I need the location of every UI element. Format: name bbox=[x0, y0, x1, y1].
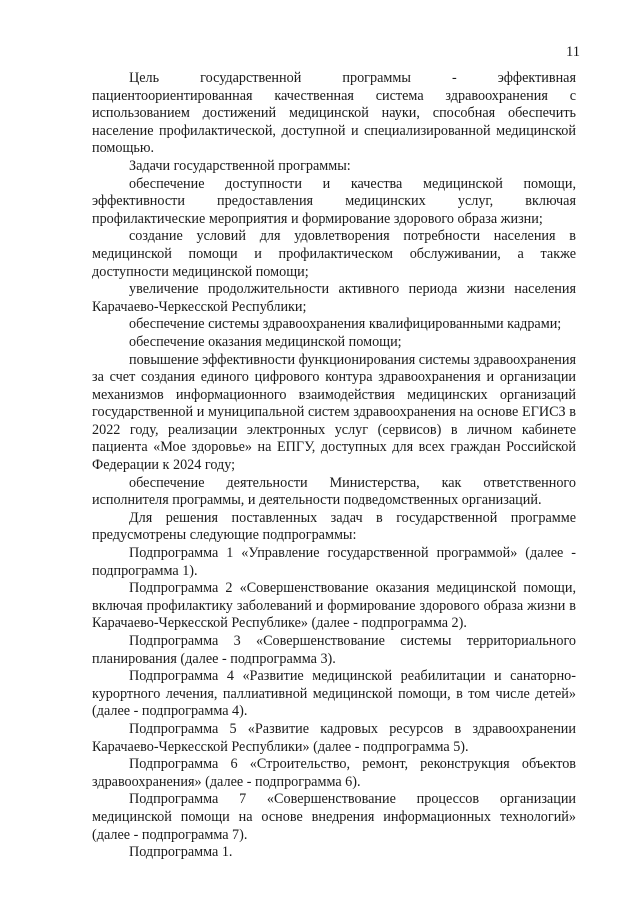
paragraph-subprogram-2: Подпрограмма 2 «Совершенствование оказания медицинской помощи, включая профилактику заболеваний и формирование здорового образа жизни в Карачаево-Черкесской Республике» (далее - подпрограмма 2). bbox=[92, 580, 576, 632]
paragraph-subprogram-6: Подпрограмма 6 «Строительство, ремонт, реконструкция объектов здравоохранения» (далее - подпрограмма 6). bbox=[92, 756, 576, 790]
paragraph-task-4: обеспечение системы здравоохранения квалифицированными кадрами; bbox=[129, 316, 562, 333]
paragraph-subprogram-3: Подпрограмма 3 «Совершенствование системы территориального планирования (далее - подпрограмма 3). bbox=[92, 633, 576, 667]
paragraph-task-1: обеспечение доступности и качества медицинской помощи, эффективности предоставления медицинских услуг, включая профилактические мероприятия и формирование здорового образа жизни; bbox=[92, 175, 576, 227]
paragraph-subprogram-1: Подпрограмма 1 «Управление государственной программой» (далее - подпрограмма 1). bbox=[92, 545, 576, 579]
paragraph-goal: Цель государственной программы - эффективная пациентоориентированная качественная система здравоохранения с использованием достижений медицинской науки, способная обеспечить население профилактической, доступной и специализированной медицинской помощью. bbox=[92, 70, 576, 157]
paragraph-subprograms-intro: Для решения поставленных задач в государственной программе предусмотрены следующие подпрограммы: bbox=[92, 509, 576, 544]
paragraph-tasks-heading: Задачи государственной программы: bbox=[129, 157, 351, 174]
paragraph-subprogram-1-heading: Подпрограмма 1. bbox=[129, 844, 233, 861]
paragraph-task-7: обеспечение деятельности Министерства, как ответственного исполнителя программы, и деятельности подведомственных организаций. bbox=[92, 474, 576, 509]
body-text bbox=[92, 70, 576, 862]
page-number: 11 bbox=[566, 44, 580, 60]
paragraph-subprogram-4: Подпрограмма 4 «Развитие медицинской реабилитации и санаторно-курортного лечения, паллиативной медицинской помощи, в том числе детей» (далее - подпрограмма 4). bbox=[92, 668, 576, 720]
paragraph-subprogram-5: Подпрограмма 5 «Развитие кадровых ресурсов в здравоохранении Карачаево-Черкесской Республики» (далее - подпрограмма 5). bbox=[92, 720, 576, 755]
paragraph-task-6: повышение эффективности функционирования системы здравоохранения за счет создания единого цифрового контура здравоохранения и организации механизмов информационного взаимодействия медицинских организаций государственной и муниципальной систем здравоохранения на основе ЕГИСЗ в 2022 году, реализации электронных услуг (сервисов) в личном кабинете пациента «Мое здоровье» на ЕПГУ, доступных для всех граждан Российской Федерации к 2024 году; bbox=[92, 351, 577, 474]
paragraph-task-2: создание условий для удовлетворения потребности населения в медицинской помощи и профилактическом обслуживании, а также доступности медицинской помощи; bbox=[92, 228, 576, 280]
paragraph-task-3: увеличение продолжительности активного периода жизни населения Карачаево-Черкесской Республики; bbox=[92, 281, 576, 315]
paragraph-subprogram-7: Подпрограмма 7 «Совершенствование процессов организации медицинской помощи на основе внедрения информационных технологий» (далее - подпрограмма 7). bbox=[92, 791, 576, 843]
paragraph-task-5: обеспечение оказания медицинской помощи; bbox=[129, 333, 402, 350]
